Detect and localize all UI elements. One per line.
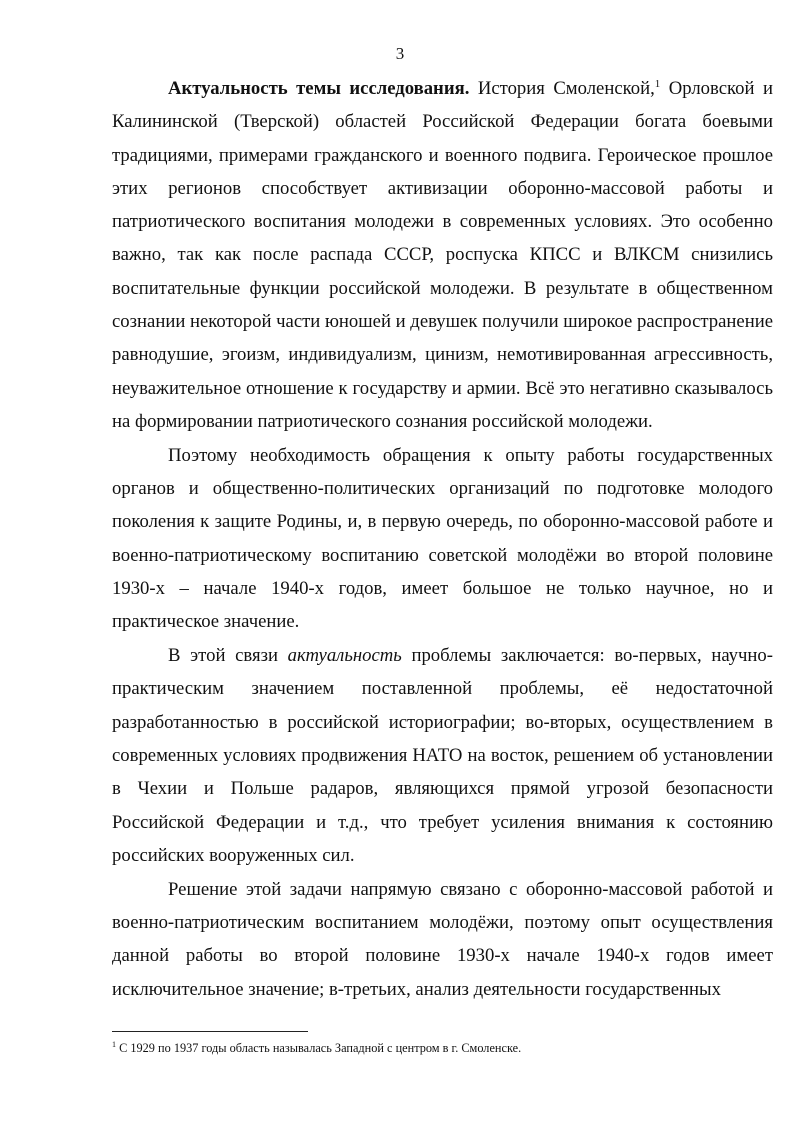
paragraph-lead-heading: Актуальность темы исследования.: [168, 78, 470, 99]
paragraph-context: [112, 639, 773, 872]
paragraph-text: проблемы заключается: во-первых, научно-практическим значением поставленной проблемы, её недостаточной разработанностью в российской историографии; во-вторых, осуществлением в современных условиях продвижения НАТО на восток, решением об установлении в Чехии и Польше радаров, являющихся прямой угрозой безопасности Российской Федерации и т.д., что требует усиления внимания к состоянию российских вооруженных сил.: [112, 645, 773, 866]
paragraph-relevance: [112, 72, 773, 438]
footnote-text: С 1929 по 1937 годы область называлась Западной с центром в г. Смоленске.: [116, 1041, 522, 1055]
paragraph-text: История Смоленской,: [469, 78, 655, 99]
page-number: 3: [395, 44, 405, 63]
paragraph-text: В этой связи: [168, 645, 288, 667]
paragraph-necessity: Поэтому необходимость обращения к опыту работы государственных органов и общественно-политических организаций по подготовке молодого поколения к защите Родины, и, в первую очередь, по оборонно-массовой работе и военно-патриотическому воспитанию советской молодёжи во второй половине 1930-х – начале 1940-х годов, имеет большое не только научное, но и практическое значение.: [112, 444, 773, 633]
footnote-reference: 1: [654, 78, 661, 90]
footnote: [112, 1040, 773, 1056]
paragraph-solution: Решение этой задачи напрямую связано с оборонно-массовой работой и военно-патриотическим воспитанием молодёжи, поэтому опыт осуществления данной работы во второй половине 1930-х начале 1940-х годов имеет исключительное значение; в-третьих, анализ деятельности государственных: [112, 878, 773, 1000]
footnote-marker: 1: [112, 1040, 116, 1049]
emphasized-term: актуальность: [287, 645, 402, 667]
footnote-separator: [112, 1031, 308, 1032]
main-text: [112, 72, 773, 1006]
paragraph-text: Орловской и Калининской (Тверской) областей Российской Федерации богата боевыми традициями, примерами гражданского и военного подвига. Героическое прошлое этих регионов способствует активизации оборонно-массовой работы и патриотического воспитания молодежи в современных условиях. Это особенно важно, так как после распада СССР, роспуска КПСС и ВЛКСМ снизились воспитательные функции российской молодежи. В результате в общественном сознании некоторой части юношей и девушек получили широкое распространение равнодушие, эгоизм, индивидуализм, цинизм, немотивированная агрессивность, неуважительное отношение к государству и армии. Всё это негативно сказывалось на формировании патриотического сознания российской молодежи.: [112, 78, 773, 432]
